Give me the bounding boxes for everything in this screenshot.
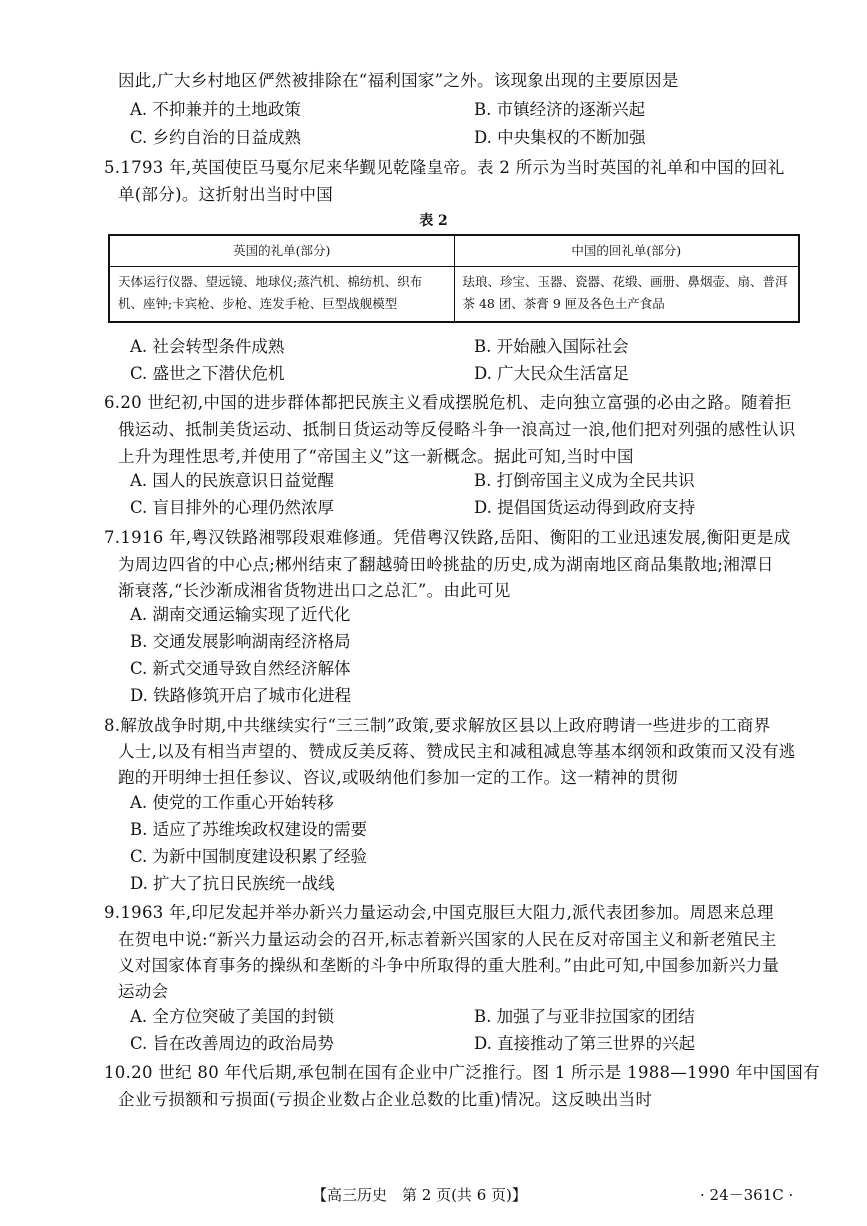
q10-stem-line: 企业亏损额和亏损面(亏损企业数占企业总数的比重)情况。这反映出当时 xyxy=(118,1090,653,1109)
q5-stem-line: 单(部分)。这折射出当时中国 xyxy=(118,185,334,204)
q9-stem-line: 义对国家体育事务的操纵和垄断的斗争中所取得的重大胜利。”由此可知,中国参加新兴力量 xyxy=(118,956,780,975)
gift-list-table xyxy=(108,234,800,323)
table-header-china: 中国的回礼单(部分) xyxy=(454,235,799,267)
table-cell-britain-gifts: 天体运行仪器、望远镜、地球仪;蒸汽机、棉纺机、织布机、座钟;卡宾枪、步枪、连发手枪、巨型战舰模型 xyxy=(109,267,454,323)
q7-stem-line: 渐衰落,“长沙渐成湘省货物进出口之总汇”。由此可见 xyxy=(118,581,511,600)
q8-option-b: B. 适应了苏维埃政权建设的需要 xyxy=(130,820,368,839)
q6-option-c: C. 盲目排外的心理仍然浓厚 xyxy=(130,498,335,517)
q7-stem-line: 为周边四省的中心点;郴州结束了翻越骑田岭挑盐的历史,成为湖南地区商品集散地;湘潭日 xyxy=(118,555,774,574)
table-header-britain: 英国的礼单(部分) xyxy=(109,235,454,267)
q9-stem-line: 9.1963 年,印尼发起并举办新兴力量运动会,中国克服巨大阻力,派代表团参加。周恩来总理 xyxy=(104,903,774,922)
q6-stem-line: 6.20 世纪初,中国的进步群体都把民族主义看成摆脱危机、走向独立富强的必由之路。随着拒 xyxy=(104,393,792,412)
q5-stem-line: 5.1793 年,英国使臣马戛尔尼来华觐见乾隆皇帝。表 2 所示为当时英国的礼单和中国的回礼 xyxy=(104,158,785,177)
q7-stem-line: 7.1916 年,粤汉铁路湘鄂段艰难修通。凭借粤汉铁路,岳阳、衡阳的工业迅速发展,衡阳更是成 xyxy=(104,528,791,547)
q8-option-a: A. 使党的工作重心开始转移 xyxy=(130,793,334,812)
q4-option-c: C. 乡约自治的日益成熟 xyxy=(130,128,302,147)
table-caption: 表 2 xyxy=(419,213,448,229)
q9-option-a: A. 全方位突破了美国的封锁 xyxy=(130,1007,334,1026)
q8-stem-line: 跑的开明绅士担任参议、咨议,或吸纳他们参加一定的工作。这一精神的贯彻 xyxy=(118,768,678,787)
q5-option-a: A. 社会转型条件成熟 xyxy=(130,337,285,356)
q7-option-b: B. 交通发展影响湖南经济格局 xyxy=(130,632,351,651)
q9-stem-line: 运动会 xyxy=(118,982,169,1001)
q9-option-d: D. 直接推动了第三世界的兴起 xyxy=(474,1034,696,1053)
q9-option-b: B. 加强了与亚非拉国家的团结 xyxy=(474,1007,695,1026)
q7-option-c: C. 新式交通导致自然经济解体 xyxy=(130,659,351,678)
q6-option-d: D. 提倡国货运动得到政府支持 xyxy=(474,498,696,517)
table-cell-china-gifts: 珐琅、珍宝、玉器、瓷器、花缎、画册、鼻烟壶、扇、普洱茶 48 团、茶膏 9 匣及各色土产食品 xyxy=(454,267,799,323)
q6-stem-line: 上升为理性思考,并使用了“帝国主义”这一新概念。据此可知,当时中国 xyxy=(118,447,634,466)
paper-code: · 24－361C · xyxy=(700,1186,794,1204)
q6-option-b: B. 打倒帝国主义成为全民共识 xyxy=(474,471,695,490)
q4-option-a: A. 不抑兼并的土地政策 xyxy=(130,100,301,119)
q9-stem-line: 在贺电中说:“新兴力量运动会的召开,标志着新兴国家的人民在反对帝国主义和新老殖民主 xyxy=(118,930,777,949)
q7-option-a: A. 湖南交通运输实现了近代化 xyxy=(130,605,351,624)
q5-option-d: D. 广大民众生活富足 xyxy=(474,364,630,383)
q8-option-c: C. 为新中国制度建设积累了经验 xyxy=(130,847,368,866)
q4-option-d: D. 中央集权的不断加强 xyxy=(474,128,646,147)
q6-stem-line: 俄运动、抵制美货运动、抵制日货运动等反侵略斗争一浪高过一浪,他们把对列强的感性认识 xyxy=(118,420,796,439)
q9-option-c: C. 旨在改善周边的政治局势 xyxy=(130,1034,335,1053)
table-header-row xyxy=(109,235,799,267)
q8-stem-line: 人士,以及有相当声望的、赞成反美反蒋、赞成民主和减租减息等基本纲领和政策而又没有逃 xyxy=(118,742,796,761)
page-footer-label: 【高三历史 第 2 页(共 6 页)】 xyxy=(312,1186,527,1204)
q4-option-b: B. 市镇经济的逐渐兴起 xyxy=(474,100,646,119)
q10-stem-line: 10.20 世纪 80 年代后期,承包制在国有企业中广泛推行。图 1 所示是 1988—1990 年中国国有 xyxy=(104,1063,820,1082)
q5-option-b: B. 开始融入国际社会 xyxy=(474,337,629,356)
q8-stem-line: 8.解放战争时期,中共继续实行“三三制”政策,要求解放区县以上政府聘请一些进步的工商界 xyxy=(104,716,771,735)
q6-option-a: A. 国人的民族意识日益觉醒 xyxy=(130,471,334,490)
q8-option-d: D. 扩大了抗日民族统一战线 xyxy=(130,874,335,893)
q4-stem: 因此,广大乡村地区俨然被排除在“福利国家”之外。该现象出现的主要原因是 xyxy=(118,71,679,90)
q7-option-d: D. 铁路修筑开启了城市化进程 xyxy=(130,686,352,705)
table-row xyxy=(109,267,799,323)
q5-option-c: C. 盛世之下潜伏危机 xyxy=(130,364,285,383)
